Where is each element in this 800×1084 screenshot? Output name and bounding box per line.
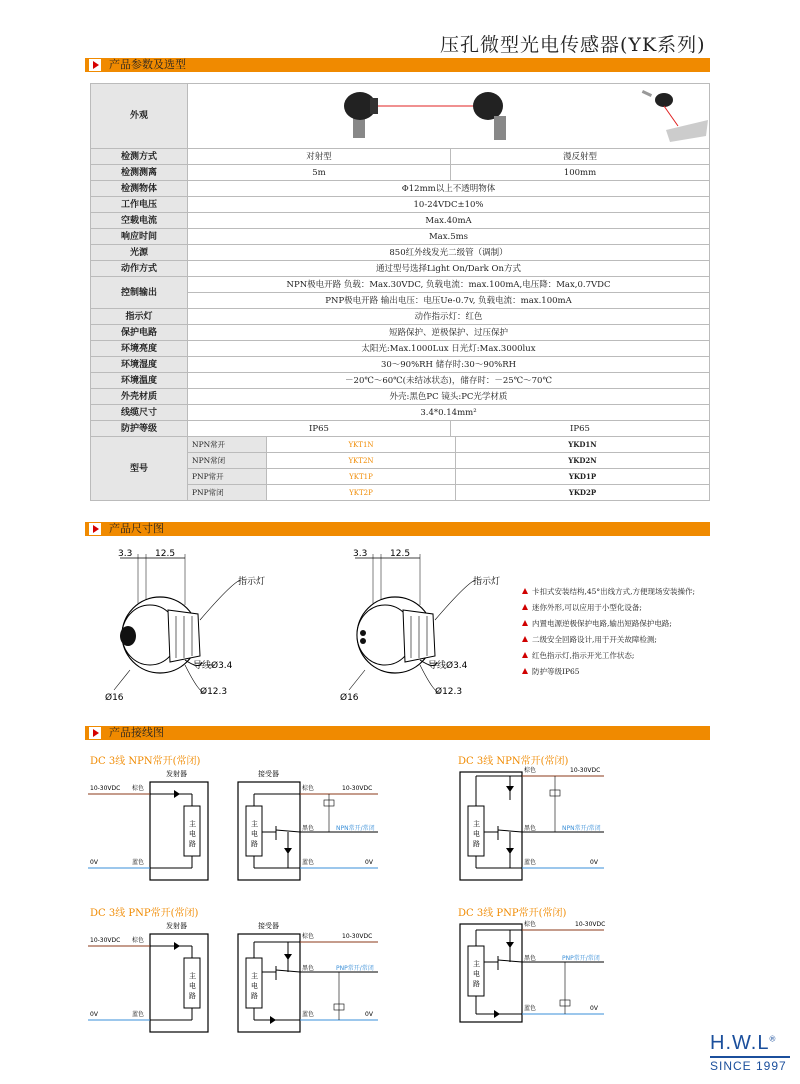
- spec-value: 850红外线发光二级管（调制）: [188, 245, 710, 261]
- feature-note: 红色指示灯,指示开光工作状态;: [522, 649, 712, 662]
- blue-label: 蓝色: [524, 1005, 537, 1012]
- spec-key: 环境亮度: [91, 341, 188, 357]
- model-thru: YKT2P: [267, 485, 456, 500]
- model-diffuse: YKD1P: [568, 471, 597, 481]
- section-title-wiring: 产品接线图: [109, 726, 164, 739]
- spec-value: 通过型号选择Light On/Dark On方式: [188, 261, 710, 277]
- blue-label: 蓝色: [132, 1011, 145, 1018]
- dim-12-5: 12.5: [155, 549, 176, 559]
- brown-label: 棕色: [524, 921, 537, 928]
- pnp-receiver-diagram: [238, 921, 378, 1032]
- dim-12-5: 12.5: [390, 549, 411, 559]
- main-circuit-label: 电: [473, 830, 480, 838]
- appearance-label: 外观: [91, 84, 188, 149]
- vcc-label: 10-30VDC: [342, 785, 373, 792]
- main-circuit-label: 主: [189, 820, 196, 828]
- brown-label: 棕色: [132, 785, 145, 792]
- spec-value-thru: 对射型: [188, 149, 451, 165]
- spec-value: 外壳:黑色PC 镜头:PC光学材质: [188, 389, 710, 405]
- main-circuit-label: 主: [473, 820, 480, 828]
- feature-note: 卡扣式安装结构,45°出线方式,方便现场安装操作;: [522, 585, 712, 598]
- blue-label: 蓝色: [302, 859, 315, 866]
- dia16-label: Ø16: [340, 693, 359, 703]
- spec-value: 动作指示灯：红色: [188, 309, 710, 325]
- main-circuit-label: 路: [473, 980, 480, 988]
- zero-label: 0V: [90, 1011, 98, 1018]
- spec-value-thru: IP65: [188, 421, 451, 437]
- dia12-label: Ø12.3: [200, 687, 228, 697]
- vcc-label: 10-30VDC: [90, 937, 121, 944]
- model-type: NPN常开: [188, 437, 267, 452]
- spec-key: 防护等级: [91, 421, 188, 437]
- model-thru: YKT1N: [267, 437, 456, 452]
- receiver-label: 接受器: [258, 922, 279, 930]
- logo-since: SINCE 1997: [710, 1056, 790, 1073]
- model-type: PNP常开: [188, 469, 267, 484]
- spec-key: 检测方式: [91, 149, 188, 165]
- wire-label: 导线Ø3.4: [428, 661, 468, 671]
- spec-key: 光源: [91, 245, 188, 261]
- spec-key: 外壳材质: [91, 389, 188, 405]
- spec-value-diffuse: 漫反射型: [451, 149, 710, 165]
- npn-wiring-title-diffuse: DC 3线 NPN常开(常闭): [458, 756, 569, 767]
- zero-label: 0V: [590, 859, 598, 866]
- logo-reg: ®: [769, 1034, 777, 1044]
- npn-output-label: NPN常开/常闭: [562, 825, 601, 832]
- spec-key: 环境温度: [91, 373, 188, 389]
- blue-label: 蓝色: [524, 859, 537, 866]
- pnp-output-label: PNP常开/常闭: [336, 965, 374, 972]
- main-circuit-label: 路: [473, 840, 480, 848]
- spec-value: 10-24VDC±10%: [188, 197, 710, 213]
- spec-value: Max.40mA: [188, 213, 710, 229]
- spec-value: 30～90%RH 储存时:30～90%RH: [188, 357, 710, 373]
- emitter-label: 发射器: [166, 770, 187, 778]
- npn-emitter-diagram: [88, 769, 208, 880]
- spec-value: Max.5ms: [188, 229, 710, 245]
- pnp-output-value: PNP极电开路 输出电压：电压Ue-0.7v, 负载电流：max.100mA: [188, 293, 710, 309]
- spec-value-thru: 5m: [188, 165, 451, 181]
- black-label: 黑色: [524, 955, 537, 962]
- npn-diffuse-diagram: [460, 766, 604, 880]
- spec-key: 保护电路: [91, 325, 188, 341]
- main-circuit-label: 路: [251, 840, 258, 848]
- npn-receiver-diagram: [238, 769, 378, 880]
- vcc-label: 10-30VDC: [575, 921, 606, 928]
- section-title-dims: 产品尺寸图: [109, 522, 164, 535]
- main-circuit-label: 路: [251, 992, 258, 1000]
- vcc-label: 10-30VDC: [342, 933, 373, 940]
- spec-key: 工作电压: [91, 197, 188, 213]
- main-circuit-label: 电: [189, 982, 196, 990]
- spec-key: 指示灯: [91, 309, 188, 325]
- feature-note: 二级安全回路设计,用于开关故障检测;: [522, 633, 712, 646]
- feature-note: 内置电源逆极保护电路,输出短路保护电路;: [522, 617, 712, 630]
- model-diffuse: YKD1N: [568, 439, 597, 449]
- spec-value: 3.4*0.14mm²: [188, 405, 710, 421]
- spec-value: 太阳光:Max.1000Lux 日光灯:Max.3000lux: [188, 341, 710, 357]
- page-title: 压孔微型光电传感器(YK系列): [440, 34, 706, 56]
- spec-key: 检测物体: [91, 181, 188, 197]
- brown-label: 棕色: [132, 937, 145, 944]
- brown-label: 棕色: [524, 767, 537, 774]
- receiver-label: 接受器: [258, 770, 279, 778]
- brown-label: 棕色: [302, 933, 315, 940]
- main-circuit-label: 主: [189, 972, 196, 980]
- pnp-emitter-diagram: [88, 921, 208, 1032]
- spec-key: 检测测离: [91, 165, 188, 181]
- npn-output-label: NPN常开/常闭: [336, 825, 375, 832]
- main-circuit-label: 主: [251, 820, 258, 828]
- indicator-label: 指示灯: [473, 577, 501, 587]
- model-label: 型号: [91, 437, 188, 501]
- main-circuit-label: 主: [251, 972, 258, 980]
- spec-key: 响应时间: [91, 229, 188, 245]
- main-circuit-label: 路: [189, 840, 196, 848]
- vcc-label: 10-30VDC: [90, 785, 121, 792]
- spec-key: 线缆尺寸: [91, 405, 188, 421]
- feature-note: 迷你外形,可以应用于小型化设备;: [522, 601, 712, 614]
- zero-label: 0V: [365, 1011, 373, 1018]
- model-type: NPN常闭: [188, 453, 267, 468]
- vcc-label: 10-30VDC: [570, 767, 601, 774]
- main-circuit-label: 路: [189, 992, 196, 1000]
- black-label: 黑色: [302, 825, 315, 832]
- spec-value: Φ12mm以上不透明物体: [188, 181, 710, 197]
- spec-value: 短路保护、逆极保护、过压保护: [188, 325, 710, 341]
- model-thru: YKT1P: [267, 469, 456, 484]
- main-circuit-label: 主: [473, 960, 480, 968]
- pnp-output-label: PNP常开/常闭: [562, 955, 600, 962]
- emitter-label: 发射器: [166, 922, 187, 930]
- dia12-label: Ø12.3: [435, 687, 463, 697]
- black-label: 黑色: [524, 825, 537, 832]
- spec-value-diffuse: IP65: [451, 421, 710, 437]
- main-circuit-label: 电: [473, 970, 480, 978]
- blue-label: 蓝色: [302, 1011, 315, 1018]
- spec-value: －20℃～60℃(未结冰状态)，储存时：－25℃～70℃: [188, 373, 710, 389]
- main-circuit-label: 电: [251, 830, 258, 838]
- wire-label: 导线Ø3.4: [193, 661, 233, 671]
- zero-label: 0V: [365, 859, 373, 866]
- main-circuit-label: 电: [189, 830, 196, 838]
- pnp-wiring-title-diffuse: DC 3线 PNP常开(常闭): [458, 908, 567, 919]
- spec-key: 环境湿度: [91, 357, 188, 373]
- output-label: 控制输出: [91, 277, 188, 309]
- spec-key: 空载电流: [91, 213, 188, 229]
- main-circuit-label: 电: [251, 982, 258, 990]
- model-diffuse: YKD2P: [568, 487, 597, 497]
- pnp-wiring-title: DC 3线 PNP常开(常闭): [90, 908, 199, 919]
- logo-name: H.W.L: [710, 1032, 770, 1054]
- npn-wiring-title: DC 3线 NPN常开(常闭): [90, 756, 201, 767]
- model-diffuse: YKD2N: [568, 455, 597, 465]
- pnp-diffuse-diagram: [460, 920, 605, 1022]
- zero-label: 0V: [590, 1005, 598, 1012]
- dia16-label: Ø16: [105, 693, 124, 703]
- model-thru: YKT2N: [267, 453, 456, 468]
- company-logo: [710, 1032, 790, 1073]
- spec-key: 动作方式: [91, 261, 188, 277]
- brown-label: 棕色: [302, 785, 315, 792]
- feature-note: 防护等级IP65: [522, 665, 712, 678]
- indicator-label: 指示灯: [238, 577, 266, 587]
- dim-3-3: 3.3: [118, 549, 133, 559]
- section-title-spec: 产品参数及选型: [109, 58, 186, 71]
- npn-output-value: NPN极电开路 负载：Max.30VDC, 负载电流：max.100mA,电压降：Max,0.7VDC: [188, 277, 710, 293]
- dim-3-3: 3.3: [353, 549, 368, 559]
- zero-label: 0V: [90, 859, 98, 866]
- blue-label: 蓝色: [132, 859, 145, 866]
- model-type: PNP常闭: [188, 485, 267, 500]
- spec-value-diffuse: 100mm: [451, 165, 710, 181]
- black-label: 黑色: [302, 965, 315, 972]
